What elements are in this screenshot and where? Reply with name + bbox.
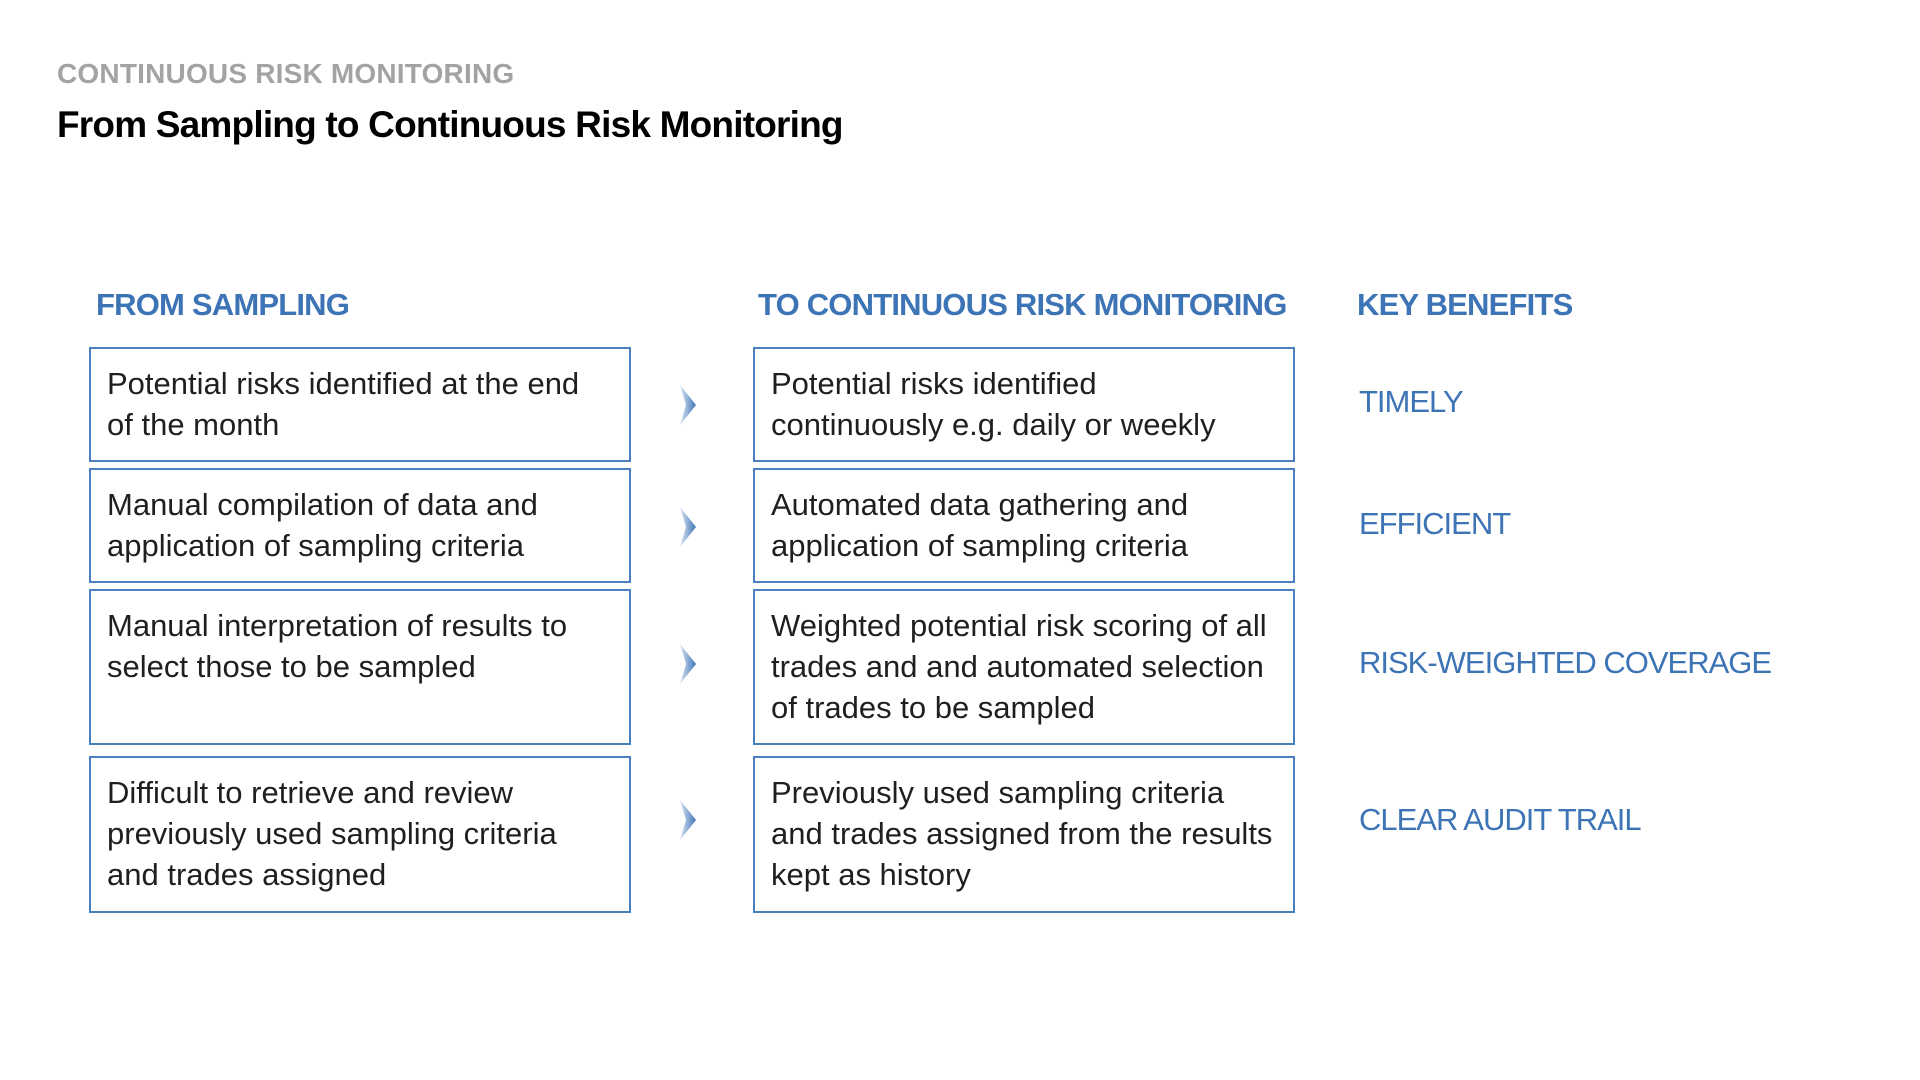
from-box-coverage: Manual interpretation of results to select those to be sampled <box>89 589 631 745</box>
column-header-to: TO CONTINUOUS RISK MONITORING <box>758 287 1287 322</box>
benefit-clear-audit-trail: CLEAR AUDIT TRAIL <box>1359 802 1641 837</box>
chevron-right-icon <box>678 385 698 425</box>
from-box-timely: Potential risks identified at the end of the month <box>89 347 631 462</box>
to-box-coverage: Weighted potential risk scoring of all trades and and automated selection of trades to be sampled <box>753 589 1295 745</box>
chevron-right-icon <box>678 644 698 684</box>
page-title: From Sampling to Continuous Risk Monitoring <box>57 104 843 145</box>
benefit-timely: TIMELY <box>1359 384 1463 419</box>
column-header-from: FROM SAMPLING <box>96 287 350 322</box>
column-header-benefits: KEY BENEFITS <box>1357 287 1573 322</box>
chevron-right-icon <box>678 800 698 840</box>
from-box-audit-trail: Difficult to retrieve and review previously used sampling criteria and trades assigned <box>89 756 631 913</box>
benefit-risk-weighted-coverage: RISK-WEIGHTED COVERAGE <box>1359 645 1772 680</box>
benefit-efficient: EFFICIENT <box>1359 506 1511 541</box>
to-box-audit-trail: Previously used sampling criteria and trades assigned from the results kept as history <box>753 756 1295 913</box>
to-box-efficient: Automated data gathering and application of sampling criteria <box>753 468 1295 583</box>
from-box-efficient: Manual compilation of data and application of sampling criteria <box>89 468 631 583</box>
to-box-timely: Potential risks identified continuously e.g. daily or weekly <box>753 347 1295 462</box>
page-eyebrow: CONTINUOUS RISK MONITORING <box>57 58 515 89</box>
chevron-right-icon <box>678 507 698 547</box>
